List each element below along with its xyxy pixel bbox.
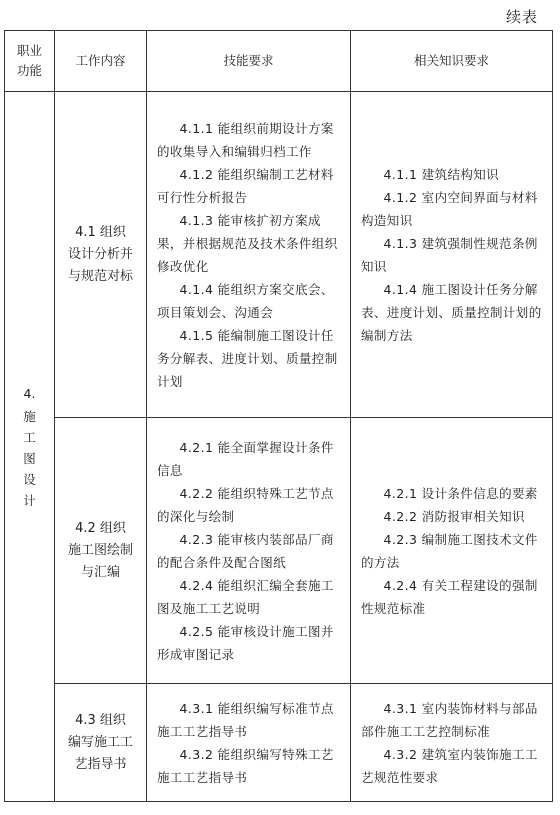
- knowledge-cell: [351, 684, 553, 802]
- skill-item: 4.2.5 能审核设计施工图并形成审图记录: [157, 623, 334, 662]
- knowledge-item: 4.3.1 室内装饰材料与部品部件施工工艺控制标准: [361, 700, 538, 739]
- table-row: [5, 418, 553, 684]
- knowledge-cell: [351, 418, 553, 684]
- work-content-cell: [55, 418, 147, 684]
- function-char: 计: [23, 492, 36, 508]
- knowledge-item: 4.1.4 施工图设计任务分解表、进度计划、质量控制计划的编制方法: [361, 281, 542, 343]
- knowledge-item: 4.1.3 建筑强制性规范条例知识: [361, 235, 538, 274]
- header-knowledge: 相关知识要求: [351, 31, 553, 92]
- skill-cell: [147, 418, 351, 684]
- function-cell: [5, 92, 55, 802]
- knowledge-item: 4.3.2 建筑室内装饰施工工艺规范性要求: [361, 746, 538, 785]
- skill-item: 4.2.1 能全面掌握设计条件信息: [157, 439, 334, 478]
- header-function-line: 职业: [16, 43, 42, 58]
- table-header-row: [5, 31, 553, 92]
- knowledge-item: 4.2.2 消防报审相关知识: [383, 508, 525, 524]
- work-content-line: 编写施工工: [67, 734, 133, 750]
- knowledge-item: 4.2.3 编制施工图技术文件的方法: [361, 531, 538, 570]
- skill-item: 4.3.1 能组织编写标准节点施工工艺指导书: [157, 700, 334, 739]
- skill-item: 4.3.2 能组织编写特殊工艺施工工艺指导书: [157, 746, 334, 785]
- skill-cell: [147, 684, 351, 802]
- knowledge-item: 4.2.1 设计条件信息的要素: [383, 485, 538, 501]
- skill-item: 4.2.2 能组织特殊工艺节点的深化与绘制: [157, 485, 334, 524]
- function-char: 图: [23, 450, 36, 466]
- skill-item: 4.2.3 能审核内装部品厂商的配合条件及配合图纸: [157, 531, 334, 570]
- knowledge-item: 4.1.1 建筑结构知识: [383, 166, 500, 182]
- work-content-line: 设计分析并: [67, 246, 133, 262]
- function-char: 设: [23, 471, 36, 487]
- header-function-line: 功能: [16, 63, 42, 78]
- skill-item: 4.1.3 能审核扩初方案成果，并根据规范及技术条件组织修改优化: [157, 212, 338, 274]
- knowledge-item: 4.1.2 室内空间界面与材料构造知识: [361, 189, 538, 228]
- work-content-line: 4.1 组织: [75, 224, 126, 240]
- header-skill: 技能要求: [147, 31, 351, 92]
- table-caption: 续表: [505, 8, 538, 26]
- work-content-line: 与汇编: [80, 564, 120, 580]
- work-content-line: 4.2 组织: [75, 520, 126, 536]
- function-char: 工: [23, 429, 36, 445]
- header-function: [5, 31, 55, 92]
- skill-item: 4.1.2 能组织编制工艺材料可行性分析报告: [157, 166, 334, 205]
- work-content-line: 与规范对标: [67, 268, 133, 284]
- skills-table: [4, 30, 553, 802]
- skill-item: 4.1.1 能组织前期设计方案的收集导入和编辑归档工作: [157, 120, 334, 159]
- work-content-line: 4.3 组织: [75, 712, 126, 728]
- table-row: [5, 92, 553, 418]
- skill-item: 4.2.4 能组织汇编全套施工图及施工工艺说明: [157, 577, 334, 616]
- knowledge-cell: [351, 92, 553, 418]
- skill-cell: [147, 92, 351, 418]
- function-char: 施: [23, 408, 36, 424]
- table-row: [5, 684, 553, 802]
- work-content-cell: [55, 92, 147, 418]
- work-content-line: 施工图绘制: [67, 542, 133, 558]
- function-number: 4.: [23, 385, 36, 401]
- header-content: 工作内容: [55, 31, 147, 92]
- work-content-cell: [55, 684, 147, 802]
- skill-item: 4.1.4 能组织方案交底会、项目策划会、沟通会: [157, 281, 334, 320]
- work-content-line: 艺指导书: [74, 756, 127, 772]
- knowledge-item: 4.2.4 有关工程建设的强制性规范标准: [361, 577, 538, 616]
- skill-item: 4.1.5 能编制施工图设计任务分解表、进度计划、质量控制计划: [157, 327, 338, 389]
